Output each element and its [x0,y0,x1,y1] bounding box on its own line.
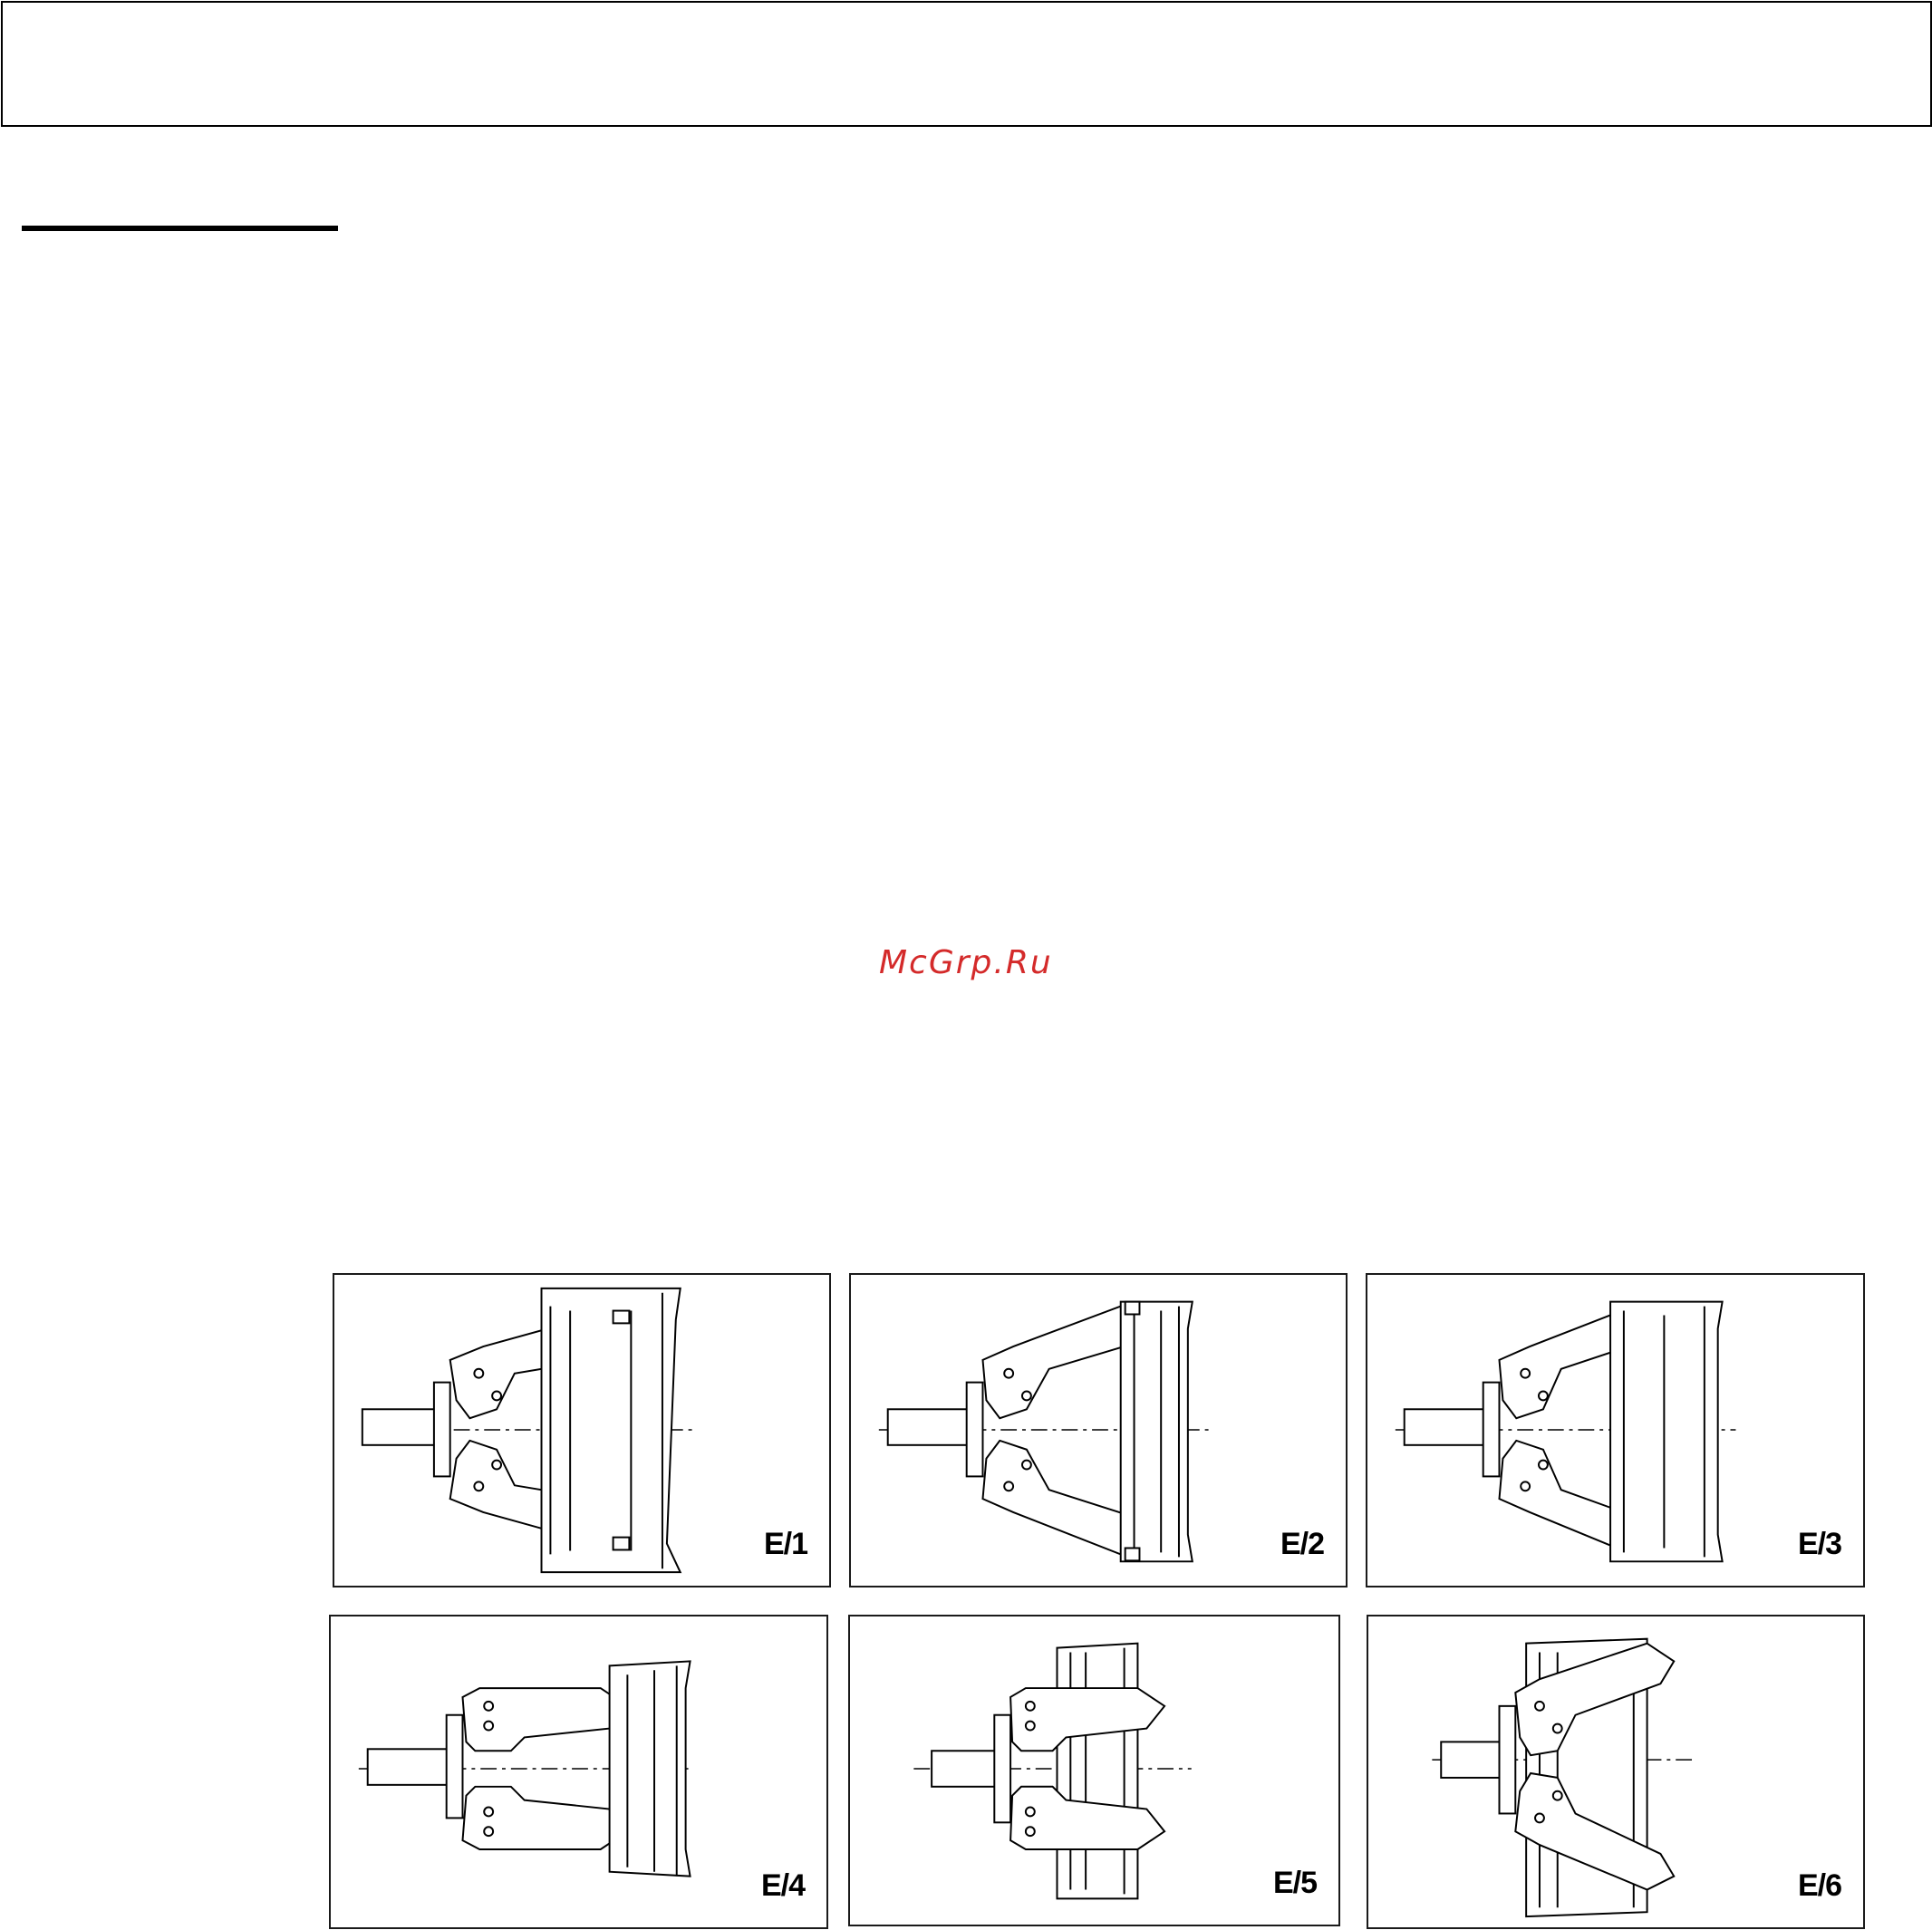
section-heading-rule [22,226,338,231]
tool-diagram-e6 [1368,1616,1863,1927]
tool-diagram-e2 [851,1275,1346,1586]
figure-label: E/6 [1797,1868,1841,1903]
figure-label: E/1 [763,1527,807,1561]
tool-diagram-e5 [850,1616,1338,1925]
figure-e5 [848,1615,1340,1926]
figure-e1 [333,1273,831,1587]
figure-e3 [1366,1273,1865,1587]
figure-e2 [849,1273,1348,1587]
figure-label: E/5 [1272,1866,1317,1900]
tool-diagram-e4 [331,1616,826,1927]
tool-diagram-e3 [1367,1275,1863,1586]
page-header-frame [1,1,1932,127]
figure-label: E/3 [1797,1527,1841,1561]
watermark-text: McGrp.Ru [879,944,1053,981]
figure-e4 [329,1615,828,1929]
figure-e6 [1367,1615,1865,1929]
figure-label: E/4 [760,1868,805,1903]
tool-diagram-e1 [334,1275,829,1586]
figure-label: E/2 [1280,1527,1324,1561]
